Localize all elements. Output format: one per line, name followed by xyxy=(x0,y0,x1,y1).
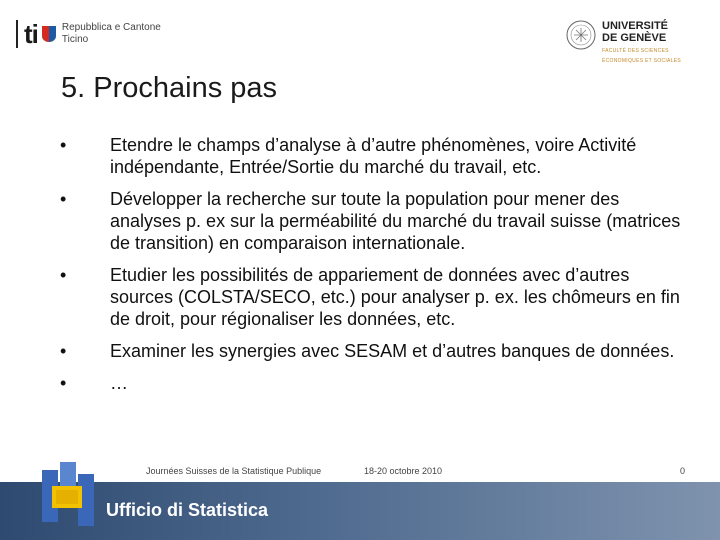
unige-name-line2: DE GENÈVE xyxy=(602,32,667,44)
ticino-logo-line2: Ticino xyxy=(61,34,89,45)
bullet-text: … xyxy=(110,373,128,393)
bullet-item xyxy=(60,134,690,178)
footer-dates: 18-20 octobre 2010 xyxy=(364,466,443,476)
bullet-dot: • xyxy=(60,341,67,361)
bullet-dot: • xyxy=(60,189,67,209)
logo-divider xyxy=(16,20,18,48)
bullet-text: Etudier les possibilités de appariement de données avec d’autres sources (COLSTA/SECO, etc.) pour analyser p. ex. les chômeurs en fin de droit, pour régionaliser les données, etc. xyxy=(110,265,680,329)
bullet-dot: • xyxy=(60,265,67,285)
ticino-shield-icon xyxy=(42,26,56,42)
unige-seal-icon xyxy=(566,20,596,50)
slide-title: 5. Prochains pas xyxy=(61,72,278,104)
faculty-line1: FACULTÉ DES SCIENCES xyxy=(602,48,669,54)
bullet-item xyxy=(60,340,690,362)
unige-name-line1: UNIVERSITÉ xyxy=(602,20,669,32)
page-number: 0 xyxy=(680,466,686,476)
bullet-dot: • xyxy=(60,373,67,393)
bullet-text: Examiner les synergies avec SESAM et d’autres banques de données. xyxy=(110,341,675,361)
ticino-logo-mark: ti xyxy=(24,19,38,49)
slide-header xyxy=(0,0,720,70)
ticino-logo xyxy=(16,18,161,50)
bullet-dot: • xyxy=(60,135,67,155)
bullet-item xyxy=(60,264,690,330)
bullet-item xyxy=(60,372,690,394)
footer-event: Journées Suisses de la Statistique Publique xyxy=(146,466,322,476)
bullet-item xyxy=(60,188,690,254)
faculty-line2: ÉCONOMIQUES ET SOCIALES xyxy=(602,58,682,64)
bullet-text: Etendre le champs d’analyse à d’autre phénomènes, voire Activité indépendante, Entrée/Sortie du marché du travail, etc. xyxy=(110,135,637,177)
ticino-logo-text xyxy=(62,22,161,46)
unige-text xyxy=(602,20,681,64)
unige-logo xyxy=(566,20,681,64)
ticino-logo-line1: Repubblica e Cantone xyxy=(61,22,161,33)
ufficio-statistica-logo-icon xyxy=(36,460,98,534)
office-name: Ufficio di Statistica xyxy=(106,500,269,520)
bullet-text: Développer la recherche sur toute la population pour mener des analyses p. ex sur la perméabilité du marché du travail suisse (matrices de transition) en comparaison internationale. xyxy=(110,189,681,253)
slide-footer xyxy=(0,466,720,478)
bullet-list xyxy=(60,134,690,404)
